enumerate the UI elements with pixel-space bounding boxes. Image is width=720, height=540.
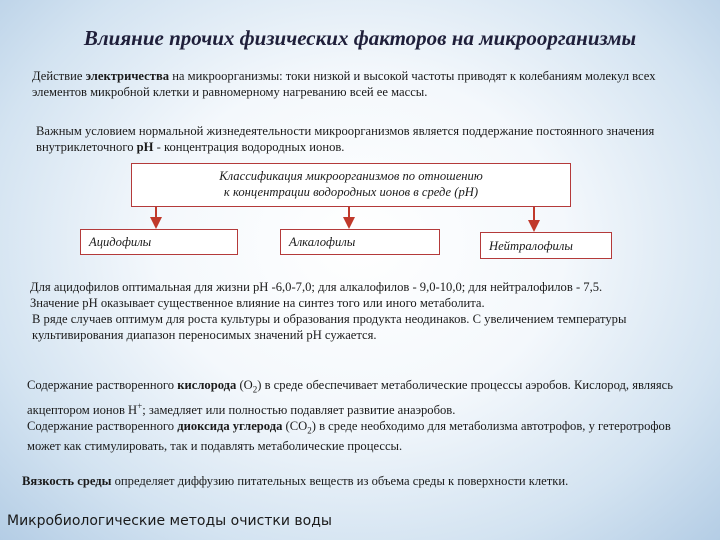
- ph-optimum-line-1: Для ацидофилов оптимальная для жизни рН -6,0-7,0; для алкалофилов - 9,0-10,0; для нейтралофилов - 7,5.: [30, 280, 603, 294]
- co2-paragraph: Содержание растворенного диоксида углерода $(СО_2)$ в среде необходимо для метаболизма автотрофов, у гетеротрофов может как стимулировать, так и подавлять метаболические процессы.: [27, 418, 671, 454]
- footer-text: Микробиологические методы очистки воды: [7, 513, 332, 529]
- arrow-head-acidophiles: [150, 217, 162, 229]
- acidophiles-box: Ацидофилы: [80, 229, 238, 255]
- arrow-head-neutrophiles: [528, 220, 540, 232]
- slide-title: Влияние прочих физических факторов на микроорганизмы: [83, 26, 637, 50]
- classification-line-2: к концентрации водородных ионов в среде (рН): [223, 185, 479, 199]
- arrow-head-alkalophiles: [343, 217, 355, 229]
- oxygen-paragraph: Содержание растворенного кислорода $(O_2)$ в среде обеспечивает метаболические процессы аэробов. Кислород, являясь акцептором ионов Н+; замедляет или полностью подавляет развитие анаэробов.: [27, 378, 673, 417]
- ph-intro-paragraph: Важным условием нормальной жизнедеятельности микроорганизмов является поддержание постоянного значения внутриклеточного рН - концентрация водородных ионов.: [36, 124, 655, 154]
- ph-optimum-block: [30, 279, 690, 343]
- neutrophiles-box: Нейтралофилы: [480, 232, 612, 259]
- gas-block: [27, 377, 687, 454]
- electricity-paragraph: Действие электричества на микроорганизмы: токи низкой и высокой частоты приводят к колебаниям молекул всех элементов микробной клетки и равномерному нагреванию всей ее массы.: [32, 69, 656, 99]
- viscosity-paragraph: Вязкость среды определяет диффузию питательных веществ из объема среды к поверхности клетки.: [22, 474, 569, 488]
- ph-optimum-line-2: Значение рН оказывает существенное влияние на синтез того или иного метаболита.: [30, 296, 485, 310]
- ph-optimum-line-3: В ряде случаев оптимум для роста культуры и образования продукта неодинаков. С увеличением температуры культивирования диапазон переносимых значений рН сужается.: [32, 312, 627, 342]
- classification-line-1: Классификация микроорганизмов по отношению: [219, 169, 483, 183]
- alkalophiles-box: Алкалофилы: [280, 229, 440, 255]
